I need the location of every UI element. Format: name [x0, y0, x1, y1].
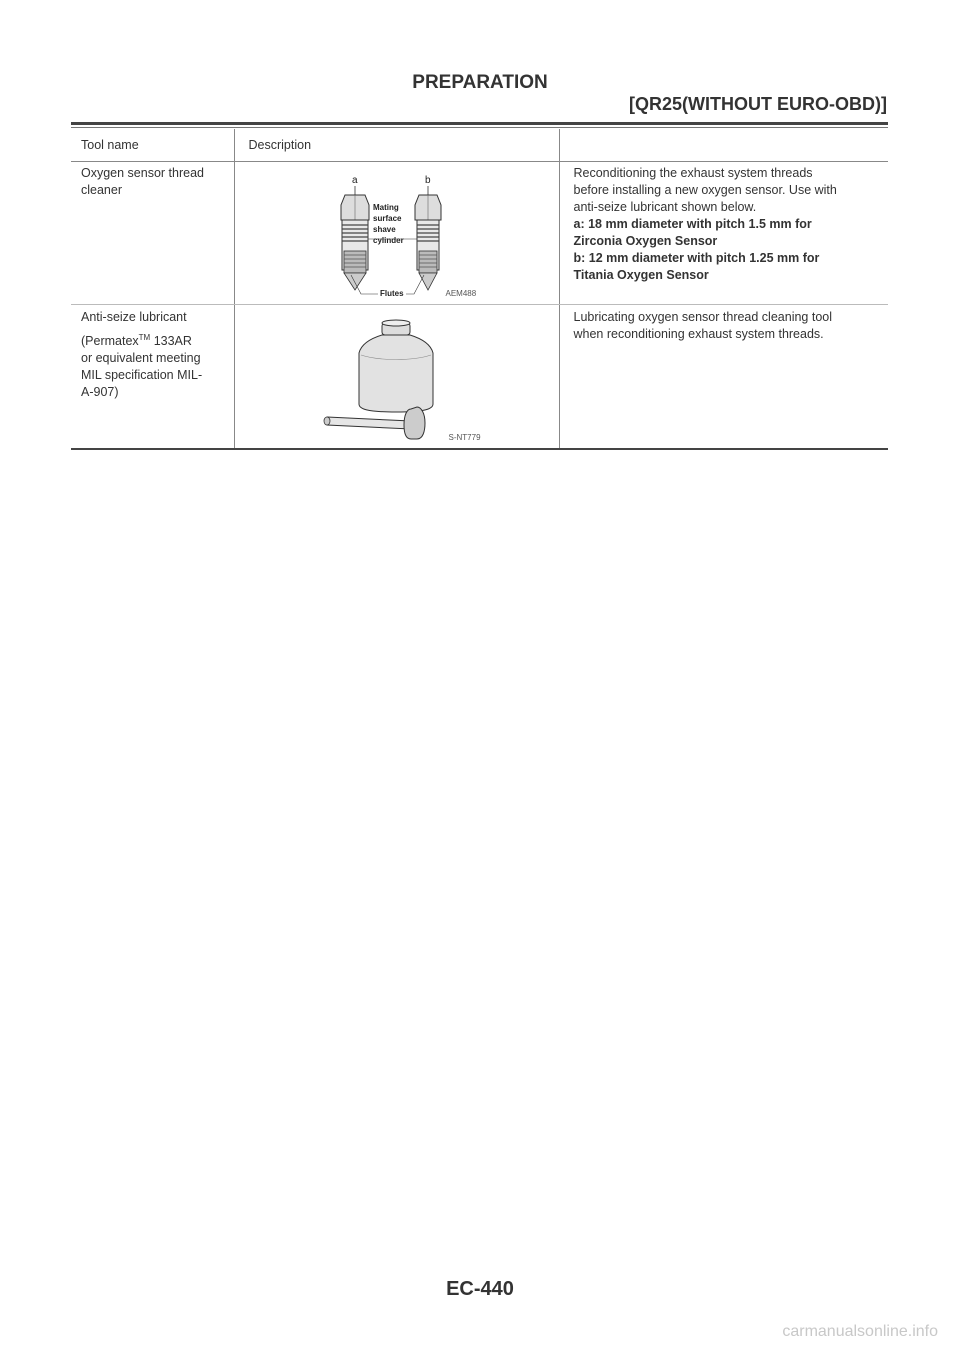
tool-name-line: or equivalent meeting: [81, 350, 201, 365]
lubricant-figure: [249, 309, 549, 444]
description-line: before installing a new oxygen sensor. Use with: [573, 182, 837, 197]
tool-a-icon: [341, 195, 369, 290]
tool-name-cell: [71, 161, 234, 304]
tool-b-icon: [415, 195, 441, 290]
thread-cleaner-illustration: [249, 165, 549, 300]
description-line: Lubricating oxygen sensor thread cleaning tool: [573, 309, 833, 324]
description-line: when reconditioning exhaust system threads.: [573, 326, 824, 341]
label-mating-2: surface: [372, 213, 401, 223]
header-rule: [71, 122, 888, 125]
tool-name-cell: [71, 304, 234, 449]
spec-line: b: 12 mm diameter with pitch 1.25 mm for: [573, 250, 820, 265]
thread-cleaner-figure: [249, 165, 549, 300]
tool-name-line: [81, 329, 234, 350]
label-mating-4: cylinder: [372, 235, 404, 245]
description-cell: [559, 161, 888, 304]
label-mating-3: shave: [372, 224, 396, 234]
label-a: a: [351, 174, 358, 186]
spec-line: Titania Oxygen Sensor: [573, 267, 709, 282]
label-mating-1: Mating: [372, 202, 399, 212]
watermark: carmanualsonline.info: [782, 1323, 938, 1340]
tool-name-line: A-907): [81, 384, 119, 399]
header-rule-thin: [71, 127, 888, 128]
col-description-label: Description: [248, 138, 312, 152]
label-b: b: [424, 174, 431, 186]
tools-table: [71, 129, 888, 450]
applicator-icon: [324, 407, 425, 439]
description-cell: [559, 304, 888, 449]
section-tag: [QR25(WITHOUT EURO-OBD)]: [629, 94, 887, 114]
table-row: [71, 161, 888, 304]
col-tool-name: Tool name: [71, 129, 234, 161]
lubricant-bottle-icon: [249, 309, 549, 444]
figure-cell: [234, 161, 559, 304]
label-flutes: Flutes: [379, 288, 404, 298]
tool-name-line: MIL specification MIL-: [81, 367, 203, 382]
tool-name-line: cleaner: [81, 182, 122, 197]
col-figure: [234, 129, 559, 161]
spec-line: a: 18 mm diameter with pitch 1.5 mm for: [573, 216, 812, 231]
tool-name-line: Anti-seize lubricant: [81, 309, 187, 324]
permatex-text: (Permatex: [81, 333, 139, 348]
trademark-mark: TM: [138, 332, 151, 342]
description-line: Reconditioning the exhaust system threads: [573, 165, 813, 180]
part-number: 133AR: [150, 333, 192, 348]
table-row: [71, 304, 888, 449]
figure-code: AEM488: [445, 288, 477, 298]
table-header-row: [71, 129, 888, 161]
col-description: [559, 129, 888, 161]
description-line: anti-seize lubricant shown below.: [573, 199, 757, 214]
figure-code: S-NT779: [448, 432, 481, 442]
tool-name-line: Oxygen sensor thread: [81, 165, 204, 180]
page-number: EC-440: [446, 1278, 514, 1300]
spec-line: Zirconia Oxygen Sensor: [573, 233, 718, 248]
page-title: PREPARATION: [412, 72, 548, 93]
figure-cell: [234, 304, 559, 449]
